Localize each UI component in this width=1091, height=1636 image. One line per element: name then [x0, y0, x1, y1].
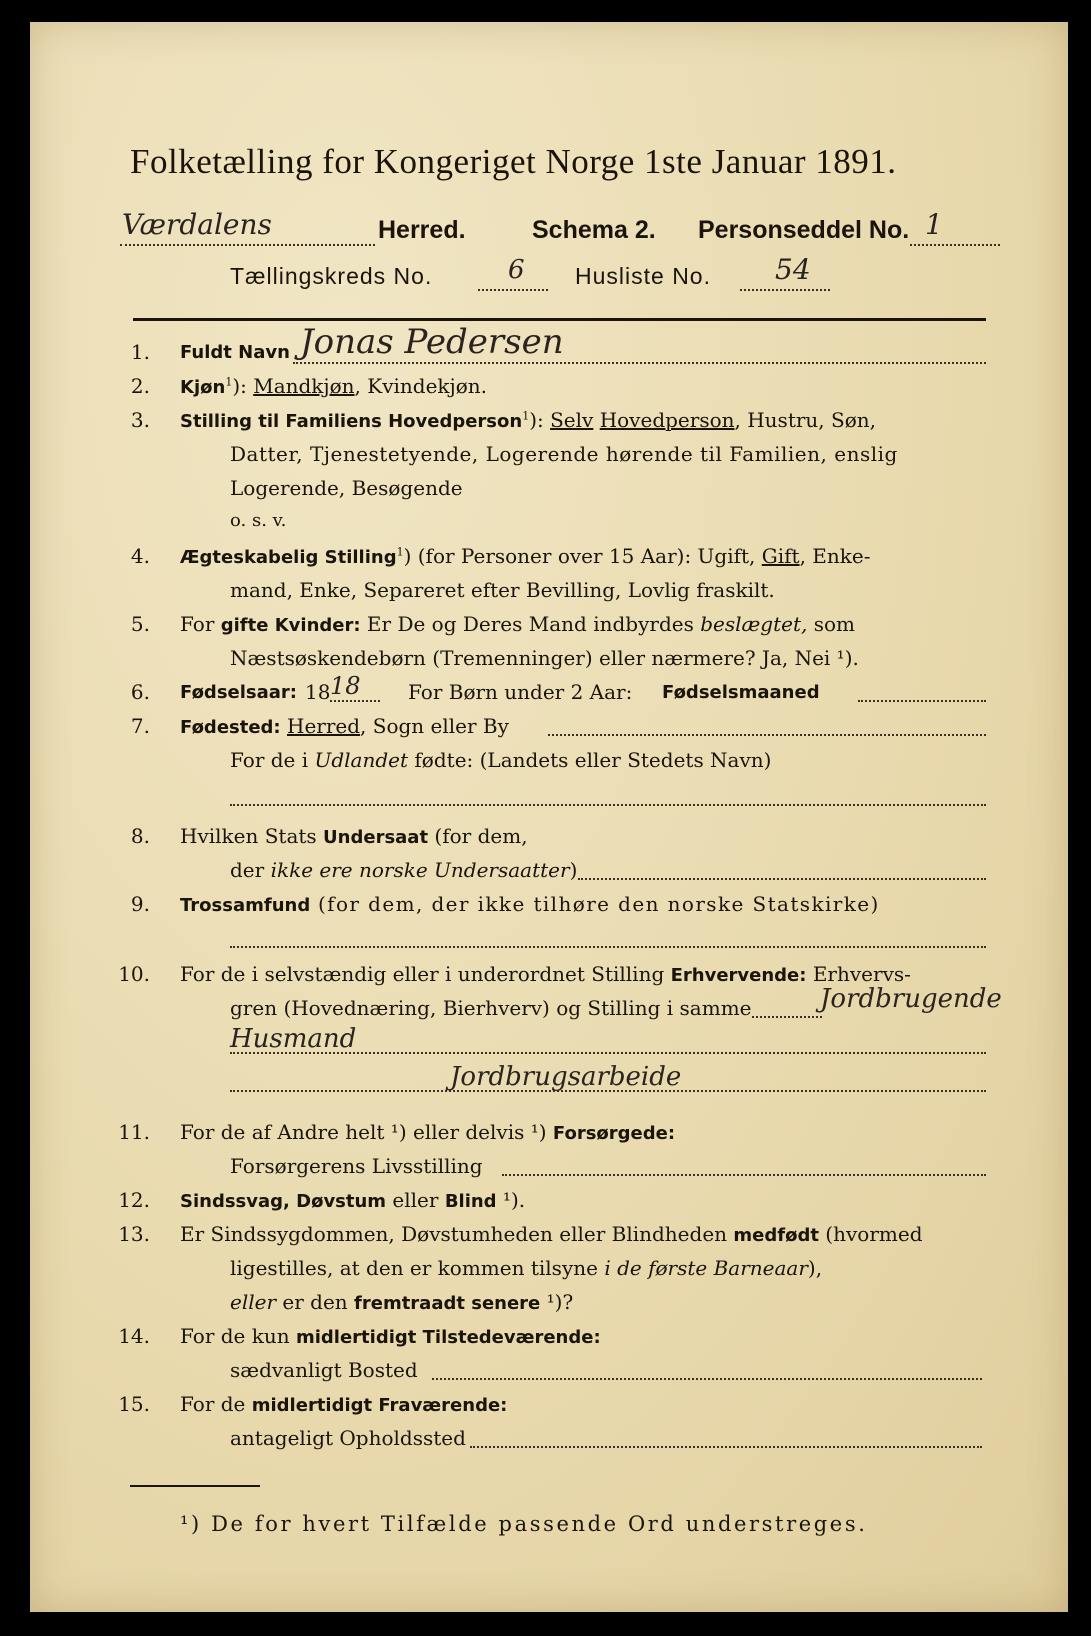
item-15-text: For de midlertidigt Fraværende:	[180, 1392, 508, 1416]
item-4-number: 4.	[130, 544, 150, 568]
item-10-dotline2	[230, 1052, 986, 1054]
herred-value: Værdalens	[122, 208, 272, 241]
personseddel-dotline	[910, 244, 1000, 246]
item-2-number: 2.	[130, 374, 150, 398]
personseddel-value: 1	[925, 208, 943, 241]
item-1-number: 1.	[130, 340, 150, 364]
kreds-dotline	[478, 289, 548, 291]
item-7-line2: For de i Udlandet fødte: (Landets eller Stedets Navn)	[230, 748, 772, 772]
husliste-dotline	[740, 289, 830, 291]
herred-dotline	[120, 244, 375, 246]
item-1-label: Fuldt Navn	[180, 342, 290, 363]
footnote: ¹) De for hvert Tilfælde passende Ord understreges.	[180, 1512, 868, 1536]
item-10-number: 10.	[118, 962, 150, 986]
item-7-number: 7.	[130, 714, 150, 738]
census-form	[30, 22, 1068, 1612]
item-8-dotline	[578, 878, 986, 880]
item-3-line3: Logerende, Besøgende	[230, 476, 463, 500]
item-12-number: 12.	[118, 1188, 150, 1212]
item-5-line2: Næstsøskendebørn (Tremenninger) eller nærmere? Ja, Nei ¹).	[230, 646, 859, 670]
item-10-value1: Jordbrugende	[820, 984, 1002, 1014]
item-8-number: 8.	[130, 824, 150, 848]
item-13-text: Er Sindssygdommen, Døvstumheden eller Blindheden medfødt (hvormed	[180, 1222, 923, 1246]
item-9-number: 9.	[130, 892, 150, 916]
item-9-dotline	[230, 946, 986, 948]
item-6-year-prefix: 18	[305, 680, 331, 704]
item-13-line2: ligestilles, at den er kommen tilsyne i de første Barneaar),	[230, 1256, 823, 1280]
herred-label: Herred.	[378, 216, 466, 244]
header-row-kreds	[230, 253, 990, 299]
header-row-herred	[120, 208, 1000, 252]
item-14-dotline	[432, 1378, 982, 1380]
item-6-year-value: 18	[330, 672, 361, 700]
item-3-line4: o. s. v.	[230, 510, 287, 531]
item-15-number: 15.	[118, 1392, 150, 1416]
item-5-text: For gifte Kvinder: Er De og Deres Mand indbyrdes beslægtet, som	[180, 612, 856, 636]
item-12-text: Sindssvag, Døvstum eller Blind ¹).	[180, 1188, 526, 1212]
item-7-dotline2	[230, 804, 986, 806]
item-8-line2: der ikke ere norske Undersaatter)	[230, 858, 578, 882]
item-5-number: 5.	[130, 612, 150, 636]
item-8-text: Hvilken Stats Undersaat (for dem,	[180, 824, 528, 848]
item-15-dotline	[470, 1446, 982, 1448]
item-14-line2: sædvanligt Bosted	[230, 1358, 418, 1382]
item-3-line2: Datter, Tjenestetyende, Logerende hørende til Familien, enslig	[230, 442, 898, 466]
item-10-value2: Husmand	[230, 1024, 357, 1054]
item-6-label: Fødselsaar:	[180, 682, 297, 703]
husliste-value: 54	[775, 253, 811, 286]
item-11-dotline	[502, 1174, 986, 1176]
item-3-number: 3.	[130, 408, 150, 432]
item-10-line2: gren (Hovednæring, Bierhverv) og Stilling i samme	[230, 996, 752, 1020]
item-13-line3: eller er den fremtraadt senere ¹)?	[230, 1290, 574, 1314]
item-6-rest: For Børn under 2 Aar:	[408, 680, 633, 704]
item-6-year-dotline	[330, 700, 380, 702]
item-15-line2: antageligt Opholdssted	[230, 1426, 466, 1450]
item-2-text: Kjøn$^1$): Mandkjøn, Kvindekjøn.	[180, 374, 488, 398]
item-11-text: For de af Andre helt ¹) eller delvis ¹) Forsørgede:	[180, 1120, 676, 1144]
item-11-line2: Forsørgerens Livsstilling	[230, 1154, 483, 1178]
header-rule	[133, 318, 986, 321]
item-10-dotline3	[230, 1090, 986, 1092]
item-4-line2: mand, Enke, Separeret efter Bevilling, Lovlig fraskilt.	[230, 578, 775, 602]
item-6-number: 6.	[130, 680, 150, 704]
footnote-rule	[130, 1485, 260, 1487]
item-1-dotline	[293, 362, 986, 364]
personseddel-label: Personseddel No.	[698, 216, 910, 244]
kreds-value: 6	[508, 255, 525, 285]
item-10-text: For de i selvstændig eller i underordnet Stilling Erhvervende: Erhvervs-	[180, 962, 911, 986]
item-3-text: Stilling til Familiens Hovedperson$^1$): Selv Hovedperson, Hustru, Søn,	[180, 408, 876, 432]
item-14-text: For de kun midlertidigt Tilstedeværende:	[180, 1324, 601, 1348]
item-1-value: Jonas Pedersen	[300, 322, 564, 362]
item-7-dotline	[548, 734, 986, 736]
item-13-number: 13.	[118, 1222, 150, 1246]
item-6-label2: Fødselsmaaned	[662, 682, 820, 703]
item-10-value3: Jordbrugsarbeide	[450, 1062, 682, 1092]
item-11-number: 11.	[118, 1120, 150, 1144]
kreds-label: Tællingskreds No.	[230, 263, 433, 289]
husliste-label: Husliste No.	[575, 263, 711, 289]
schema-label: Schema 2.	[532, 216, 656, 244]
form-title: Folketælling for Kongeriget Norge 1ste Januar 1891.	[130, 142, 897, 181]
item-9-text: Trossamfund (for dem, der ikke tilhøre den norske Statskirke)	[180, 892, 880, 916]
item-7-text: Fødested: Herred, Sogn eller By	[180, 714, 509, 738]
item-14-number: 14.	[118, 1324, 150, 1348]
item-10-dotline1	[752, 1016, 822, 1018]
item-6-dotline	[858, 700, 986, 702]
item-4-text: Ægteskabelig Stilling$^1$) (for Personer over 15 Aar): Ugift, Gift, Enke-	[180, 544, 871, 568]
